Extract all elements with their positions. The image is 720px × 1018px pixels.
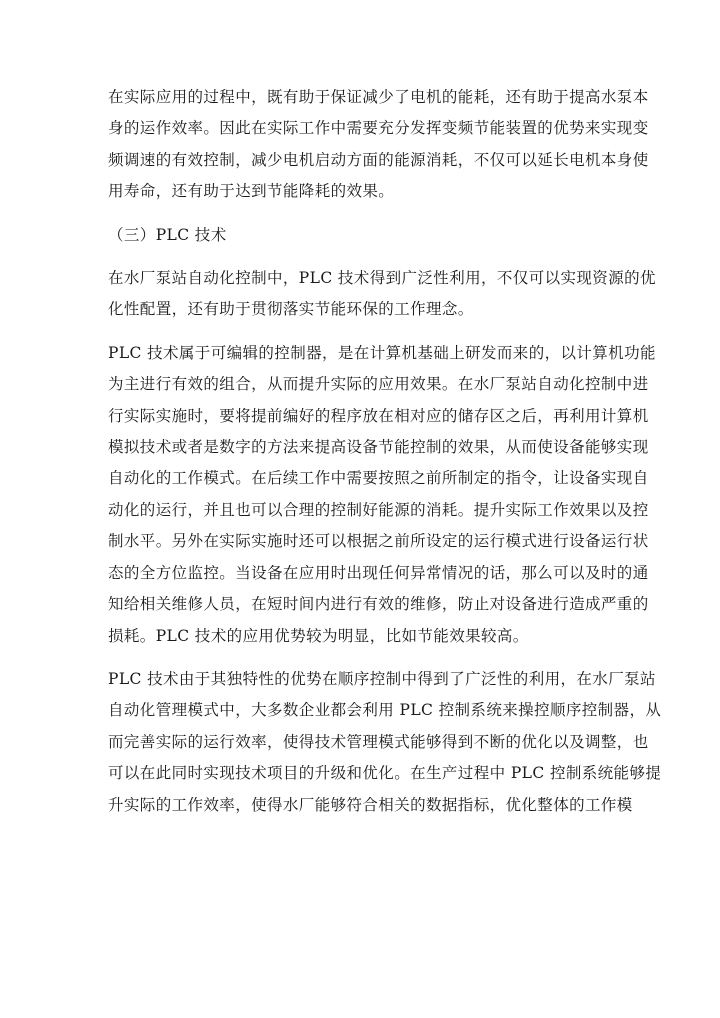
text-line: 在水厂泵站自动化控制中，PLC 技术得到广泛性利用，不仅可以实现资源的优: [108, 269, 656, 288]
text-line: 可以在此同时实现技术项目的升级和优化。在生产过程中 PLC 控制系统能够提: [108, 764, 662, 783]
paragraph-plc-sequence-control: [108, 664, 662, 821]
text-line: 为主进行有效的组合，从而提升实际的应用效果。在水厂泵站自动化控制中进: [108, 375, 649, 394]
text-line: 用寿命，还有助于达到节能降耗的效果。: [108, 182, 395, 201]
text-line: 升实际的工作效率，使得水厂能够符合相关的数据指标，优化整体的工作模: [108, 795, 633, 814]
paragraph-frequency-conversion: [108, 82, 649, 208]
text-line: 而完善实际的运行效率，使得技术管理模式能够得到不断的优化以及调整，也: [108, 732, 649, 751]
section-heading-plc: （三）PLC 技术: [108, 225, 227, 244]
text-line: 制水平。另外在实际实施时还可以根据之前所设定的运行模式进行设备运行状: [108, 532, 649, 551]
text-line: 模拟技术或者是数字的方法来提高设备节能控制的效果，从而使设备能够实现: [108, 438, 649, 457]
text-line: 态的全方位监控。当设备在应用时出现任何异常情况的话，那么可以及时的通: [108, 563, 649, 582]
text-line: 动化的运行，并且也可以合理的控制好能源的消耗。提升实际工作效果以及控: [108, 500, 649, 519]
paragraph-plc-definition: [108, 338, 656, 652]
text-line: 知给相关维修人员，在短时间内进行有效的维修，防止对设备进行造成严重的: [108, 595, 649, 614]
text-line: 自动化的工作模式。在后续工作中需要按照之前所制定的指令，让设备实现自: [108, 469, 649, 488]
text-line: 行实际实施时，要将提前编好的程序放在相对应的储存区之后，再利用计算机: [108, 406, 649, 425]
text-line: 损耗。PLC 技术的应用优势较为明显，比如节能效果较高。: [108, 626, 529, 645]
document-body: [108, 82, 662, 833]
text-line: PLC 技术属于可编辑的控制器，是在计算机基础上研发而来的，以计算机功能: [108, 343, 656, 362]
text-line: 在实际应用的过程中，既有助于保证减少了电机的能耗，还有助于提高水泵本: [108, 88, 649, 106]
text-line: 自动化管理模式中，大多数企业都会利用 PLC 控制系统来操控顺序控制器，从: [108, 701, 662, 720]
text-line: 身的运作效率。因此在实际工作中需要充分发挥变频节能装置的优势来实现变: [108, 119, 649, 138]
text-line: PLC 技术由于其独特性的优势在顺序控制中得到了广泛性的利用，在水厂泵站: [108, 669, 656, 688]
text-line: 频调速的有效控制，减少电机启动方面的能源消耗，不仅可以延长电机本身使: [108, 150, 649, 169]
text-line: 化性配置，还有助于贯彻落实节能环保的工作理念。: [108, 300, 474, 319]
paragraph-plc-intro: [108, 263, 656, 326]
